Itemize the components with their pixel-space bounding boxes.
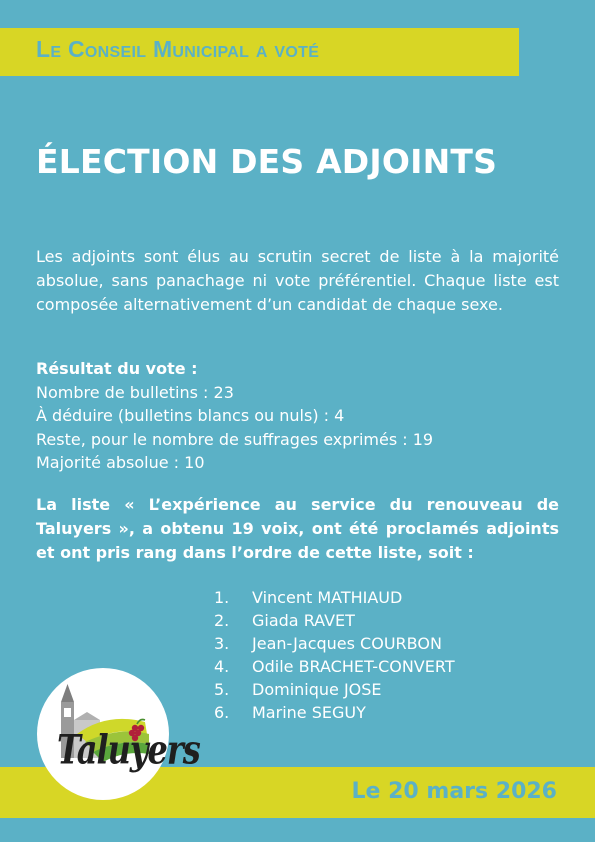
results-line: Reste, pour le nombre de suffrages exprimés : 19 <box>36 429 434 449</box>
taluyers-logo <box>37 668 200 800</box>
list-item: 6. Marine SEGUY <box>214 703 366 722</box>
list-item: 5. Dominique JOSE <box>214 680 382 699</box>
list-item: 2. Giada RAVET <box>214 611 355 630</box>
intro-paragraph: Les adjoints sont élus au scrutin secret de liste à la majorité absolue, sans panachage ni vote préférentiel. Chaque liste est composée alternativement d’un candidat de chaque sexe. <box>36 247 559 314</box>
adjoint-name: Dominique JOSE <box>252 680 382 699</box>
adjoint-name: Jean-Jacques COURBON <box>252 634 442 653</box>
adjoints-list <box>214 586 455 724</box>
adjoint-name: Marine SEGUY <box>252 703 366 722</box>
banner-title: Le Conseil Municipal a voté <box>36 36 320 62</box>
results-line: À déduire (bulletins blancs ou nuls) : 4 <box>36 406 345 425</box>
results-line: Majorité absolue : 10 <box>36 453 205 472</box>
list-item: 1. Vincent MATHIAUD <box>214 588 403 607</box>
proclamation-paragraph: La liste « L’expérience au service du renouveau de Taluyers », a obtenu 19 voix, ont été proclamés adjoints et ont pris rang dans l’ordre de cette liste, soit : <box>36 495 559 562</box>
adjoint-name: Vincent MATHIAUD <box>252 588 403 607</box>
header-banner <box>0 28 519 76</box>
logo-wordmark: Taluyers <box>57 726 200 774</box>
results-line: Nombre de bulletins : 23 <box>36 382 234 402</box>
adjoint-name: Odile BRACHET-CONVERT <box>252 657 455 676</box>
list-item: 4. Odile BRACHET-CONVERT <box>214 657 455 676</box>
list-item: 3. Jean-Jacques COURBON <box>214 634 442 653</box>
footer-date: Le 20 mars 2026 <box>351 779 557 804</box>
vote-results <box>36 357 559 475</box>
adjoint-name: Giada RAVET <box>252 611 355 630</box>
page-title: ÉLECTION DES ADJOINTS <box>36 142 498 181</box>
results-heading: Résultat du vote : <box>36 359 198 378</box>
